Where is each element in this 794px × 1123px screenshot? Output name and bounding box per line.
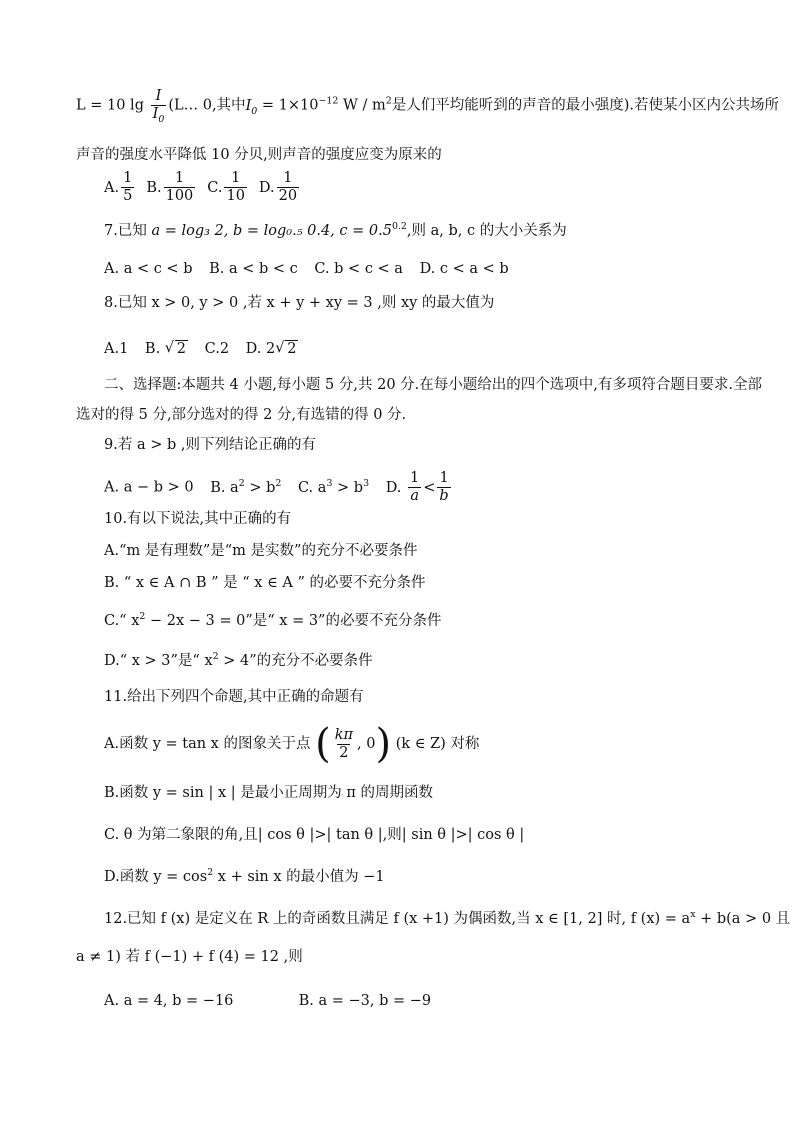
q6-tail2: 声音的强度水平降低 10 分贝,则声音的强度应变为原来的 — [76, 147, 442, 163]
q6-option-a: A. $\frac{1}{5}$ — [104, 170, 133, 204]
q6-formula-lhs: L = 10 lg — [76, 97, 144, 114]
q7-expr: a = log₃ 2, b = log₀.₅ 0.4, c = 0.5 — [151, 223, 392, 239]
q6-i0: $I_0$ — [245, 97, 258, 117]
q10-option-d: D.“ x > 3”是“ $x^2 > 4$”的充分不必要条件 — [104, 651, 373, 669]
q6-option-d: D. $\frac{1}{20}$ — [258, 170, 298, 204]
section2-heading-line2 — [76, 404, 406, 426]
q10-option-a-text: A.“m 是有理数”是“m 是实数”的充分不必要条件 — [104, 543, 418, 559]
q8-text: 8.已知 x > 0, y > 0 ,若 x + y + xy = 3 ,则 xy 的最大值为 — [104, 295, 495, 311]
section2-line1: 二、选择题:本题共 4 小题,每小题 5 分,共 20 分.在每小题给出的四个选项中,有多项符合题目要求.全部 — [104, 377, 762, 393]
q8-options — [104, 338, 298, 360]
q8-option-b-label: B. — [144, 341, 161, 357]
q12-option-a: A. a = 4, b = −16 — [104, 993, 234, 1009]
section2-line2: 选对的得 5 分,部分选对的得 2 分,有选错的得 0 分. — [76, 407, 407, 423]
q11-option-b-text: B.函数 y = sin | x | 是最小正周期为 π 的周期函数 — [104, 785, 433, 801]
q6-unit-exp: 2 — [385, 95, 392, 107]
q10-option-b — [104, 572, 426, 594]
q12-stem-line2 — [76, 946, 303, 968]
q9-option-d: D. $\frac{1}{a}$ < $\frac{1}{b}$ — [385, 470, 449, 504]
q9-stem — [104, 434, 316, 456]
q6-unit: W / m — [338, 97, 386, 114]
q10-text: 10.有以下说法,其中正确的有 — [104, 511, 292, 527]
q11-option-c-text: C. θ 为第二象限的角,且| cos θ |>| tan θ |,则| sin θ |>| cos θ | — [104, 827, 525, 843]
q9-text: 9.若 a > b ,则下列结论正确的有 — [104, 437, 316, 453]
q7-exp: 0.2 — [391, 221, 407, 233]
q8-option-a: A.1 — [104, 341, 129, 357]
q8-option-d-sqrt: √ 2 — [275, 338, 298, 360]
q11-option-b — [104, 782, 433, 804]
q6-frac-num: I — [155, 88, 162, 104]
q7-suffix: ,则 a, b, c 的大小关系为 — [406, 223, 567, 239]
q7-options — [104, 258, 509, 280]
q7-option-c: C. b < c < a — [314, 261, 403, 277]
q6-option-c: C. $\frac{1}{10}$ — [207, 170, 245, 204]
q12-stem-line1: 12.已知 f (x) 是定义在 R 上的奇函数且满足 f (x +1) 为偶函数,当 x ∈ [1, 2] 时, f $(x) = a^x + b(a > 0$ 且 — [104, 909, 791, 927]
q6-i0-val: = 1×10 — [257, 97, 319, 114]
q11-option-a: A.函数 y = tan x 的图象关于点 ( $\frac{k\pi}{2}$ , 0) (k ∈ Z) 对称 — [104, 721, 480, 767]
q7-stem — [104, 220, 567, 242]
q12-option-b: B. a = −3, b = −9 — [298, 993, 432, 1009]
q6-options — [104, 170, 311, 205]
q9-option-c: C. $a^3 > b^3$ — [297, 477, 370, 496]
q10-option-a — [104, 540, 417, 562]
q8-option-d-label: D. 2 — [245, 341, 276, 357]
q9-options — [104, 470, 453, 505]
q8-stem — [104, 292, 494, 314]
q10-stem — [104, 508, 291, 530]
q7-option-d: D. c < a < b — [419, 261, 509, 277]
q10-option-b-text: B. “ x ∈ A ∩ B ” 是 “ x ∈ A ” 的必要不充分条件 — [104, 575, 426, 591]
q6-option-b: B. $\frac{1}{100}$ — [146, 170, 194, 204]
q11-stem — [104, 686, 364, 708]
q12-options — [104, 990, 431, 1012]
q7-option-a: A. a < c < b — [104, 261, 193, 277]
q7-option-b: B. a < b < c — [209, 261, 298, 277]
q6-mid: ,其中 — [211, 97, 246, 114]
q9-option-b: B. $a^2 > b^2$ — [210, 477, 282, 496]
q6-condition: (L… 0 — [168, 97, 212, 114]
q11-option-d: D.函数 $y = \cos^2 x + \sin x$ 的最小值为 −1 — [104, 867, 385, 885]
q9-option-a: A. a − b > 0 — [104, 479, 194, 496]
q6-formula-line — [76, 88, 779, 123]
q11-option-c — [104, 824, 524, 846]
q11-text: 11.给出下列四个命题,其中正确的命题有 — [104, 689, 364, 705]
q8-option-c: C.2 — [204, 341, 230, 357]
q7-prefix: 7.已知 — [104, 223, 147, 239]
q6-frac-den: $I_0$ — [152, 106, 165, 125]
q12-line2: a ≠ 1) 若 f (−1) + f (4) = 12 ,则 — [76, 949, 303, 965]
q6-exp: −12 — [318, 95, 339, 107]
q6-tail1: 是人们平均能听到的声音的最小强度).若使某小区内公共场所 — [391, 97, 779, 114]
q6-text-line2 — [76, 144, 442, 166]
q8-option-b-sqrt: √ 2 — [165, 338, 188, 360]
q10-option-c: C.“ $x^2 - 2x - 3 = 0$”是“ x = 3”的必要不充分条件 — [104, 611, 442, 629]
section2-heading-line1 — [104, 374, 762, 396]
q6-fraction — [151, 88, 167, 123]
